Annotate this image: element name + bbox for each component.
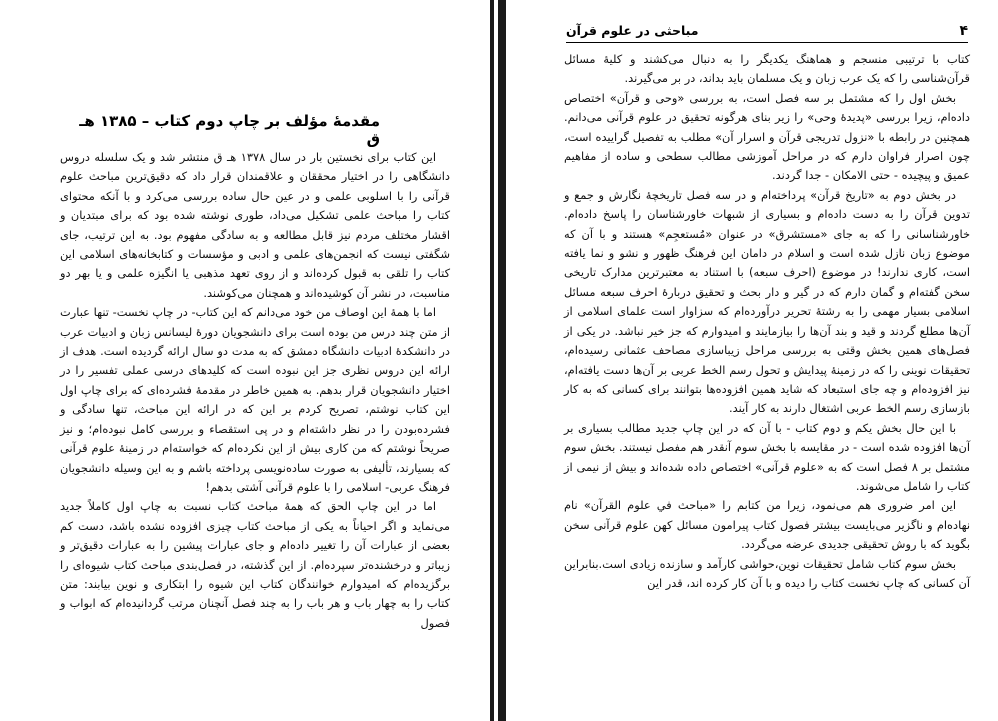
paragraph: کتاب با ترتیبی منسجم و هماهنگ یکدیگر را به دنبال می‌کشند و کلیهٔ مسائل قرآن‌شناسی را که یک عرب زبان و یک مسلمان باید بداند، در بر می‌گیرند. <box>564 52 970 86</box>
page-number: ۴ <box>959 23 968 39</box>
section-title: مقدمهٔ مؤلف بر چاپ دوم کتاب – ۱۳۸۵ هـ ق <box>79 112 380 148</box>
paragraph: در بخش دوم به «تاریخ قرآن» پرداخته‌ام و در سه فصل تاریخچهٔ نگارش و جمع و تدوین قرآن را به دست داده‌ام و بسیاری از شبهات خاورشناسان را پاسخ داده‌ام. خاورشناسانی را که به جای «مستشرق» در عنوان «مُستعجِم» هستند و با آن که موضوع زبان نازل شده است و اسلام در دامان این فرهنگ ظهور و نشو و نما یافته است، کاری ندارند! در موضوع (احرف سبعه) با استناد به معتبرترین مدارک تاریخی سخن گفته‌ام و گمان دارم که در گیر و دار بحث و تحقیق دربارهٔ احرف سبعه مسائل اسلامی بسیار مهمی را به رشتهٔ تحریر درآورده‌ام که سزاوار است علمای اسلامی از آن‌ها مطلع گردند و قید و بند آن‌ها را بیازمایند و امیدوارم که جز خیر نباشد. در یکی از فصل‌های همین بخش وقتی به بررسی مراحل زیباسازی مصاحف عثمانی رسیده‌ام، تحقیقات نوینی را که در زمینهٔ پیدایش و تحول رسم الخط عربی بر آن‌ها دست یافته‌ام، نیز افزوده‌ام و چه جای استبعاد که شاید همین افزوده‌ها بتوانند برای کسانی که به کار بازسازی رسم الخط عربی اشتغال دارند به کار آیند. <box>564 187 970 416</box>
paragraph: بخش سوم کتاب شامل تحقیقات نوین،حواشی کارآمد و سازنده زیادی است.بنابراین آن کسانی که چاپ نخست کتاب را دیده و با آن کار کرده اند، قدر این <box>564 556 970 590</box>
binding-gutter-left <box>490 0 494 721</box>
binding-gutter-right <box>498 0 506 721</box>
running-header <box>566 22 968 43</box>
paragraph: اما با همهٔ این اوصاف من خود می‌دانم که این کتاب- در چاپ نخست- تنها عبارت از متن چند درس من بوده است برای دانشجویان دورهٔ لیسانس زبان و ادبیات عرب در دانشکدهٔ ادبیات دانشگاه دمشق که به مدت دو سال ارائه گردیده است. هدف از ارائه این دروس نظری جز این نبوده است که کلیدهای درسی عملی تفسیر را در اختیار دانشجویان قرار بدهم. به همین خاطر در مقدمهٔ فشرده‌ای که برای چاپ اول این کتاب نوشتم، تصریح کردم بر این که در ارائه این مباحث، تنها سادگی و فشرده‌بودن را در نظر داشته‌ام و در پی استقصاء و بررسی کامل نبوده‌ام؛ و نیز صریحاً نوشتم که من کاری بیش از این نکرده‌ام که خواسته‌ام در زمینهٔ علوم قرآنی که بسیارند، تألیفی به صورت ساده‌نویسی پرداخته باشم و به این وسیله دانشجویان فرهنگ عربی- اسلامی را با علوم قرآنی آشتی بدهم! <box>60 305 450 494</box>
header-title: مباحثی در علوم قرآن <box>566 23 699 38</box>
paragraph: این امر ضروری هم می‌نمود، زیرا من کتابم را «مباحث في علوم القرآن» نام نهاده‌ام و ناگزیر می‌بایست بیشتر فصول کتاب پیرامون مسائل کهن علوم قرآنی سخن بگوید که با روش تحقیقی جدیدی عرضه می‌گردد. <box>564 498 970 552</box>
right-page-body <box>564 50 970 593</box>
right-page <box>508 0 998 721</box>
paragraph: بخش اول را که مشتمل بر سه فصل است، به بررسی «وحی و قرآن» اختصاص داده‌ام، زیرا بررسی «پدیدهٔ وحی» را زیر بنای هرگونه تحقیق در علوم قرآنی می‌دانم. همچنین در رابطه با «نزول تدریجی قرآن و اسرار آن» مطلب به تفصیل گراییده است، چون اصرار فراوان دارم که در مراحل آموزشی مطالب سطحی و ساده از مفاهیم عمیق و پیچیده - حتی الامکان - جدا گردند. <box>564 90 970 183</box>
left-page-body <box>60 148 450 633</box>
paragraph: اما در این چاپ الحق که همهٔ مباحث کتاب نسبت به چاپ اول کاملاً جدید می‌نماید و اگر احیاناً به یکی از مباحث کتاب چیزی افزوده نشده باشد، دست کم بعضی از عبارات آن را تغییر داده‌ام و جای عبارات پیشین را به عبارات دقیق‌تر و زیباتر و درخشنده‌تر سپرده‌ام. از این گذشته، در فصل‌بندی مباحث کتاب شیوه‌ای را برگزیده‌ام که امیدوارم خوانندگان کتاب این شیوه را ابتکاری و نوین بیابند: متن کتاب را به چهار باب و هر باب را به چند فصل آنچنان مرتب گردانیده‌ام که ابواب و فصول <box>60 499 450 630</box>
paragraph: با این حال بخش یکم و دوم کتاب - با آن که در این چاپ جدید مطالب بسیاری بر آن‌ها افزوده شده است - در مقایسه با بخش سوم آنقدر هم مفصل نیستند. بخش سوم مشتمل بر ۸ فصل است که به «علوم قرآنی» اختصاص داده شده‌اند و بیش از نیمی از کتاب را شامل می‌شوند. <box>564 420 970 493</box>
left-page <box>0 0 490 721</box>
paragraph: این کتاب برای نخستین بار در سال ۱۳۷۸ هـ ق منتشر شد و یک سلسله دروس دانشگاهی را در اختیار محققان و علاقمندان قرار داد که دقیق‌ترین مباحث علوم قرآنی را با اسلوبی علمی و در عین حال ساده بررسی می‌کرد و با آنکه محتوای کتاب را مباحث علمی تشکیل می‌داد، طوری نوشته شده بود که برای مبتدیان و اقشار مختلف مردم نیز قابل مطالعه و به سادگی مفهوم بود. به این ترتیب، جای شگفتی نیست که انجمن‌های علمی و ادبی و مؤسسات و کتابخانه‌های اسلامی این کتاب را تلقی به قبول کرده‌اند و از روی تعهد مذهبی یا انگیزه علمی و یا بهر دو مناسبت، در نشر آن کوشیده‌اند و همچنان می‌کوشند. <box>60 150 450 300</box>
